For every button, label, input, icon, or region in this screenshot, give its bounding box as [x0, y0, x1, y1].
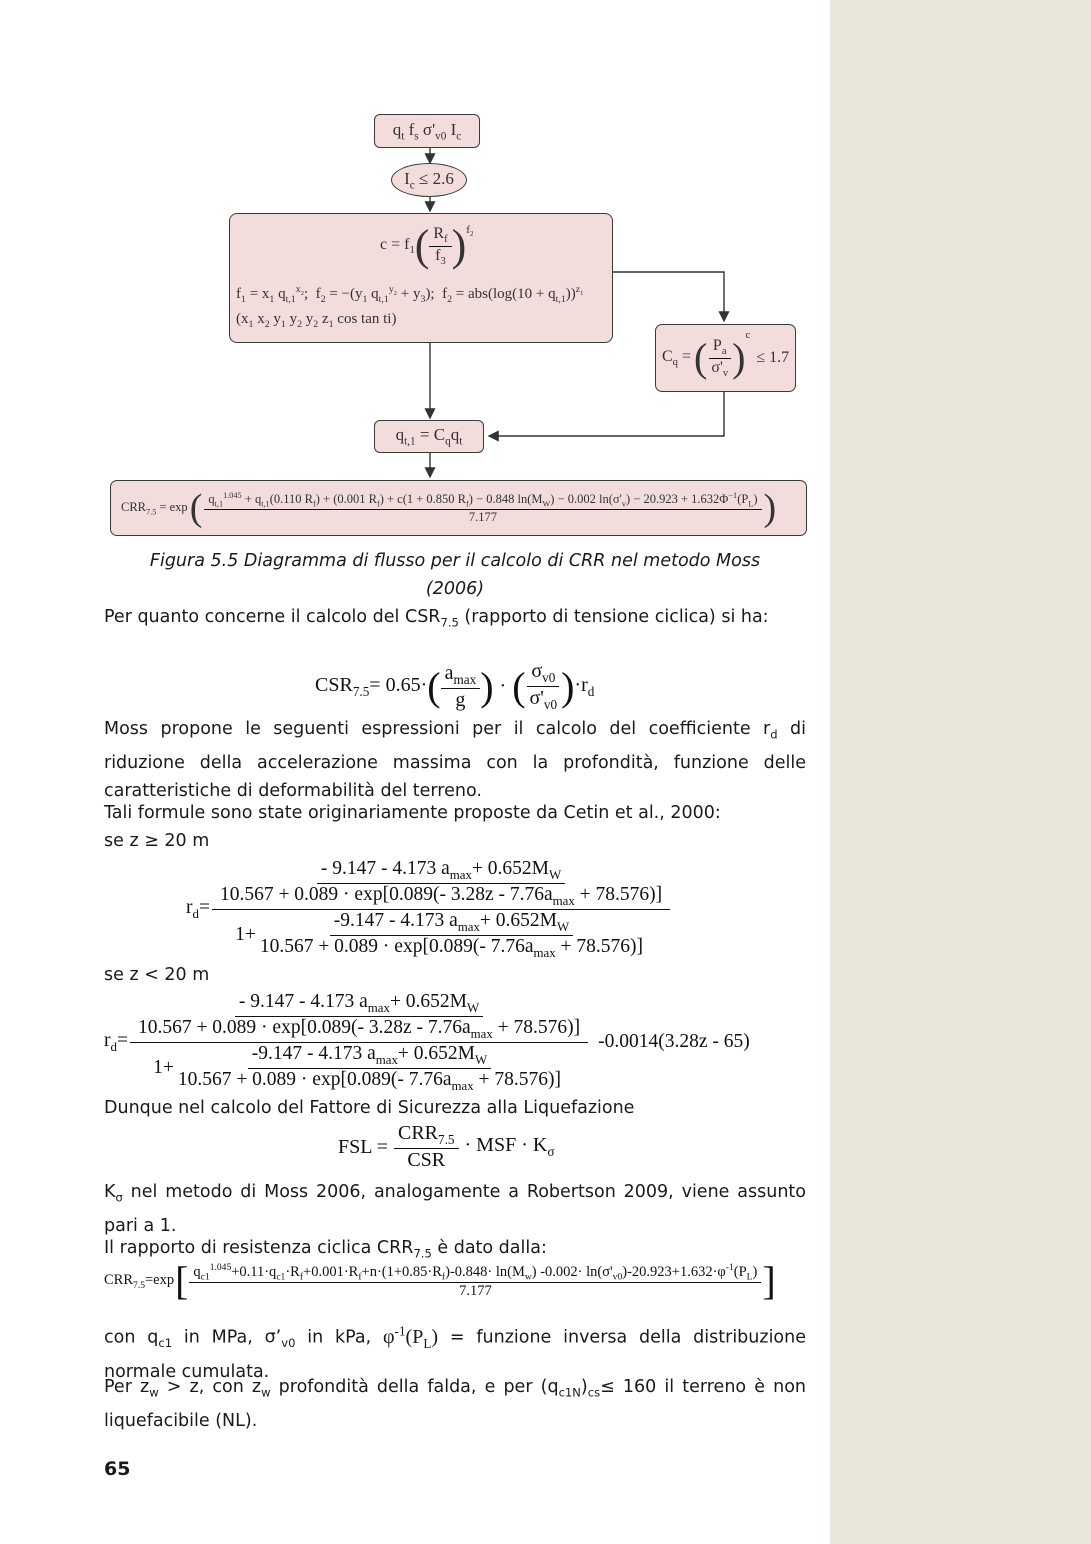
rd-main-num: [212, 858, 670, 910]
crr-den: 7.177: [468, 509, 497, 524]
page-number: 65: [104, 1458, 131, 1480]
rd-top-fraction: [216, 858, 666, 909]
rd-equation-deep: [186, 858, 670, 961]
caption-line1: Figura 5.5 Diagramma di flusso per il calcolo di CRR nel metodo Moss: [149, 551, 761, 571]
rd-top-den: 10.567 + 0.089 · exp[0.089(- $3.28z - 7.76a_{max} + 78.576$)]: [219, 883, 663, 908]
cq-lhs: $C_q$ =: [662, 347, 691, 369]
csr-f2-num: $\sigma_{v0}$: [527, 660, 559, 687]
paragraph-z-ge-20: se z ≥ 20 m: [104, 831, 210, 851]
csr-frac-sigma: [526, 660, 562, 713]
sidebar-band: [830, 0, 1091, 1544]
fsl-lhs: FSL =: [338, 1135, 388, 1158]
c-exponent: $f_2$: [466, 224, 474, 239]
rd2-bot-num: -9.147 - 4.173 $a_{max}+ 0.652M_W$: [248, 1043, 491, 1069]
rd2-lhs: $r_d=$: [104, 1029, 128, 1054]
inputs-box: [374, 114, 480, 148]
inputs-box-text: $q_t$ $f_s$ $\sigma'_{v0}$ $I_c$: [392, 119, 462, 143]
rd-main-den: [231, 910, 651, 961]
condition-box-text: $I_c \le 2.6$: [404, 168, 454, 192]
rd-top-num: - 9.147 - 4.173 $a_{max}+ 0.652M_W$: [317, 858, 565, 884]
caption-line2: (2006): [425, 579, 485, 599]
rd2-main-num: [130, 991, 588, 1043]
crr2-fraction: [189, 1262, 761, 1301]
rd2-top-den: 10.567 + 0.089 · exp[0.089(- $3.28z - 7.76a_{max} + 78.576$)]: [137, 1016, 581, 1041]
rd-bot-den: 10.567 + 0.089 · exp[0.089(- $7.76a_{max} + 78.576$)]: [259, 935, 643, 960]
qt1-box: [374, 420, 484, 453]
constants: ($x_1$ $x_2$ $y_1$ $y_2$ $y_2$ $z_1$ cos tan ti): [236, 311, 397, 330]
paragraph-crr-intro: Il rapporto di resistenza ciclica $CRR_{7.5}$ è dato dalla:: [104, 1238, 547, 1261]
cq-rhs: ≤ 1.7: [756, 349, 790, 366]
rd-bot-prefix: 1+: [235, 924, 256, 946]
rd2-main-fraction: [130, 991, 588, 1094]
fsl-den: CSR: [407, 1149, 446, 1171]
paragraph-z-lt-20: se z < 20 m: [104, 965, 210, 985]
fsl-equation: [338, 1122, 554, 1172]
paragraph-csr-intro: Per quanto concerne il calcolo del $CSR_{7.5}$ (rapporto di tensione ciclica) si ha:: [104, 607, 769, 630]
arrow-c-to-cq: [612, 272, 724, 321]
csr-rhs: $\cdot r_d$: [574, 673, 595, 699]
paragraph-ksigma: $K_\sigma$ nel metodo di Moss 2006, analogamente a Robertson 2009, viene assunto pari a 1.: [104, 1182, 806, 1236]
rd-bot-fraction: [256, 910, 647, 961]
rd2-top-num: - 9.147 - 4.173 $a_{max}+ 0.652M_W$: [235, 991, 483, 1017]
flowchart-diagram: [0, 0, 830, 545]
c-formula: $c = f_1$ ( $\frac{R_f}{f_3}$ ) $f_2$: [380, 221, 474, 270]
crr-equation: $CRR_{7.5}=\exp$ [ $q_{c1}^{1.045}+0.11\cdot q_{c1}\cdot R_f+0.001\cdot R_f+n\cdot(1+0.85\cdot R_f)-0.848\cdot \ln(M_w)$ $-0.002\cdot \ln(\sigma'_{v0})-20.923+1.632\cdot\varphi^{-1}(P_L)$ 7.177 ]: [104, 1258, 776, 1303]
paragraph-nl: Per $z_w > z$, con $z_w$ profondità della falda, e per $(q_{c1N})_{cs}\le 160$ il terreno è non liquefacibile (NL).: [104, 1377, 806, 1431]
rd2-suffix: -0.0014(3.28z - 65): [598, 1031, 750, 1053]
f-definitions: $f_1 = x_1$ $q_{t,1}^{x_2}$; $f_2 = -(y_1$ $q_{t,1}^{y_2} + y_3$); $f_2 = abs(\log(10 + q_{t,1}))^{z_1}$: [236, 284, 584, 305]
crr-num: $q_{t,1}^{1.045} + q_{t,1}(0.110$ $R_f) + (0.001$ $R_f) + c(1 + 0.850$ $R_f) - 0.848$ $\ln(M_W) - 0.002$ $\ln(\sigma'_v) - 20.923 + 1.632\Phi^{-1}(P_L)$: [204, 491, 761, 510]
rd2-bot-den: 10.567 + 0.089 · exp[0.089(- $7.76a_{max} + 78.576$)]: [177, 1068, 561, 1093]
rd2-main-den: [149, 1043, 569, 1094]
crr2-den: 7.177: [459, 1283, 492, 1300]
crr2-num: $q_{c1}^{1.045}+0.11\cdot q_{c1}\cdot R_f+0.001\cdot R_f+n\cdot(1+0.85\cdot R_f)-0.848\cdot \ln(M_w)$ $-0.002\cdot \ln(\sigma'_{v0})-20.923+1.632\cdot\varphi^{-1}(P_L)$: [189, 1262, 761, 1284]
cq-fraction: [707, 337, 732, 378]
rd-lhs: $r_d=$: [186, 896, 210, 921]
cq-exp: c: [745, 329, 751, 341]
paragraph-moss-rd: Moss propone le seguenti espressioni per il calcolo del coefficiente $r_d$ di riduzione della accelerazione massima con la profondità, funzione delle caratteristiche di deformabilità del terreno.: [104, 719, 806, 801]
crr2-lhs: $CRR_{7.5}=\exp$: [104, 1271, 175, 1291]
rd2-bot-fraction: [174, 1043, 565, 1094]
paragraph-fsl-intro: Dunque nel calcolo del Fattore di Sicurezza alla Liquefazione: [104, 1098, 635, 1118]
rd-bot-num: -9.147 - 4.173 $a_{max}+ 0.652M_W$: [330, 910, 573, 936]
c-fraction-num: $R_f$: [429, 225, 451, 246]
cq-den: $\sigma'_v$: [711, 358, 729, 379]
c-formula-fraction: [429, 225, 451, 266]
csr-frac-amax: [441, 662, 481, 712]
csr-f1-den: g: [455, 688, 466, 711]
crr-fraction: [204, 491, 761, 525]
rd-main-fraction: [212, 858, 670, 961]
rd2-bot-prefix: 1+: [153, 1057, 174, 1079]
c-formula-box: [229, 213, 613, 343]
fsl-fraction: [394, 1122, 459, 1172]
csr-f1-num: $a_{max}$: [441, 662, 481, 689]
figure-caption: [104, 547, 806, 603]
csr-lhs: $CSR_{7.5}= 0.65\cdot$: [315, 673, 428, 699]
rd-equation-shallow: [104, 991, 750, 1094]
paragraph-cetin: Tali formule sono state originariamente proposte da Cetin et al., 2000:: [104, 803, 721, 823]
paragraph-units: con $q_{c1}$ in MPa, $\sigma’_{v0}$ in kPa, $\varphi^{-1}(P_L)$ = funzione inversa della distribuzione normale cumulata.: [104, 1323, 806, 1382]
cq-num: $P_a$: [709, 337, 731, 358]
crr-lhs: $CRR_{7.5} = \exp$: [121, 499, 188, 517]
crr-box: $CRR_{7.5} = \exp$ ( $q_{t,1}^{1.045} + q_{t,1}(0.110$ $R_f) + (0.001$ $R_f) + c(1 + 0.850$ $R_f) - 0.848$ $\ln(M_W) - 0.002$ $\ln(\sigma'_v) - 20.923 + 1.632\Phi^{-1}(P_L)$ 7.177 ): [110, 480, 807, 536]
fsl-rhs: · MSF · $K_\sigma$: [464, 1134, 555, 1159]
c-fraction-den: $f_3$: [435, 246, 446, 267]
csr-equation: $CSR_{7.5}= 0.65\cdot$ ( $\frac{a_{max}}{g}$ ) · ( $\frac{\sigma_{v0}}{\sigma'_{v0}}$ ) $\cdot r_d$: [315, 660, 595, 712]
cq-box: $C_q$ = ( $\frac{P_a}{\sigma'_v}$ ) c ≤ 1.7: [655, 324, 796, 392]
csr-f2-den: $\sigma'_{v0}$: [529, 687, 558, 712]
arrow-cq-to-qt1: [489, 391, 724, 436]
condition-box: [391, 163, 467, 197]
csr-mid: ·: [499, 675, 507, 697]
fsl-num: $CRR_{7.5}$: [394, 1122, 459, 1149]
c-formula-lhs: $c = f_1$: [380, 235, 415, 257]
rd2-top-fraction: [134, 991, 584, 1042]
qt1-box-text: $q_{t,1} = C_qq_t$: [395, 425, 463, 448]
